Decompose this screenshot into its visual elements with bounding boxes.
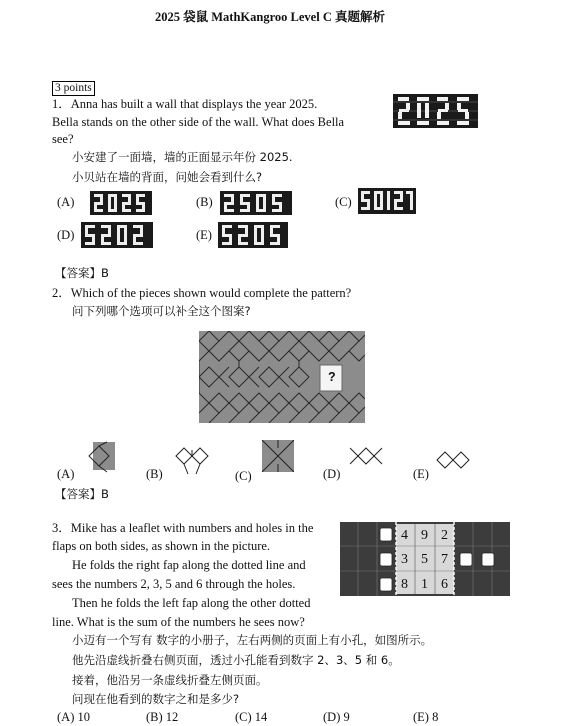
q3-text-line5: Then he folds the left fap along the other dotted — [72, 596, 311, 610]
q2-option-d-image[interactable] — [348, 444, 384, 470]
q3-choice-a[interactable]: (A) 10 — [57, 710, 90, 724]
q3-text-line4: sees the numbers 2, 3, 5 and 6 through the holes. — [52, 577, 296, 591]
grid-cell: 1 — [421, 577, 428, 592]
grid-cell: 9 — [421, 528, 428, 543]
grid-cell: 8 — [401, 577, 408, 592]
q3-cn-line3: 接着，他沿另一条虚线折叠左侧页面。 — [72, 673, 268, 687]
q1-option-c-label: (C) — [335, 195, 352, 209]
q3-text-line6: line. What is the sum of the numbers he sees now? — [52, 615, 305, 629]
q3-text-line1: 3．Mike has a leaflet with numbers and holes in the — [52, 521, 314, 535]
q1-option-d-image[interactable] — [81, 222, 153, 248]
q2-option-e-label: (E) — [413, 467, 429, 481]
q3-text-line2: flaps on both sides, as shown in the picture. — [52, 539, 271, 553]
q2-option-a-image[interactable] — [87, 440, 117, 474]
q1-option-b-image[interactable] — [220, 191, 292, 215]
q1-option-a-image[interactable] — [90, 191, 152, 215]
q2-option-b-image[interactable] — [174, 446, 210, 476]
q3-choice-b[interactable]: (B) 12 — [146, 710, 179, 724]
q2-option-c-image[interactable] — [262, 440, 294, 472]
grid-cell: 2 — [441, 528, 448, 543]
q1-cn-line1: 小安建了一面墙，墙的正面显示年份 2025. — [72, 150, 293, 164]
q1-option-d-label: (D) — [57, 228, 75, 242]
q3-cn-line2: 他先沿虚线折叠右侧页面，透过小孔能看到数字 2、3、5 和 6。 — [72, 653, 400, 667]
q3-choice-c[interactable]: (C) 14 — [235, 710, 268, 724]
q2-answer: 【答案】B — [55, 487, 109, 501]
q2-pattern-image — [199, 331, 365, 423]
q1-option-e-label: (E) — [196, 228, 212, 242]
grid-cell: 7 — [441, 552, 448, 567]
q3-choice-d[interactable]: (D) 9 — [323, 710, 350, 724]
q1-option-e-image[interactable] — [218, 222, 288, 248]
q2-option-c-label: (C) — [235, 469, 252, 483]
q2-option-a-label: (A) — [57, 467, 75, 481]
q3-cn-line1: 小迈有一个写有 数字的小册子，左右两侧的页面上有小孔，如图所示。 — [72, 633, 433, 647]
q2-option-d-label: (D) — [323, 467, 341, 481]
grid-cell: 5 — [421, 552, 428, 567]
q2-question-mark: ? — [328, 370, 336, 384]
q1-option-c-image[interactable] — [358, 188, 416, 214]
q3-choice-e[interactable]: (E) 8 — [413, 710, 439, 724]
q1-text-line1: 1．Anna has built a wall that displays the year 2025. — [52, 97, 318, 111]
grid-cell: 6 — [441, 577, 448, 592]
q2-option-e-image[interactable] — [436, 450, 470, 470]
page-title: 2025 袋鼠 MathKangroo Level C 真题解析 — [155, 10, 385, 24]
wall-2025-image — [393, 94, 478, 128]
grid-cell: 4 — [401, 528, 408, 543]
grid-cell: 3 — [401, 552, 408, 567]
q3-text-line3: He folds the right fap along the dotted line and — [72, 558, 306, 572]
q1-option-a-label: (A) — [57, 195, 75, 209]
q2-option-b-label: (B) — [146, 467, 163, 481]
q1-text-line3: see? — [52, 132, 74, 146]
q2-text-line1: 2．Which of the pieces shown would complete the pattern? — [52, 286, 352, 300]
q3-cn-line4: 问现在他看到的数字之和是多少? — [72, 692, 240, 706]
q2-cn-line1: 问下列哪个选项可以补全这个图案? — [72, 304, 251, 318]
q1-answer: 【答案】B — [55, 266, 109, 280]
q1-text-line2: Bella stands on the other side of the wall. What does Bella — [52, 115, 345, 129]
q1-option-b-label: (B) — [196, 195, 213, 209]
points-tag: 3 points — [52, 81, 95, 96]
q1-cn-line2: 小贝站在墙的背面，问她会看到什么? — [72, 170, 263, 184]
